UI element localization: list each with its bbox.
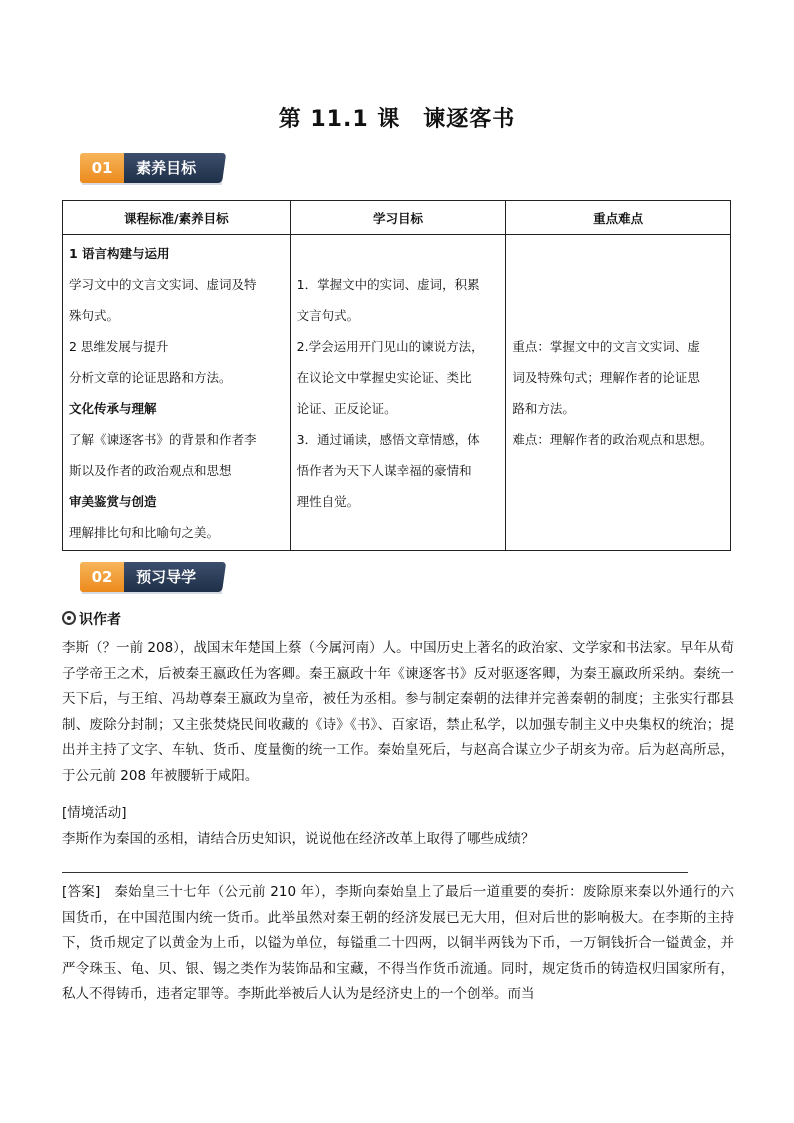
learning-line: 1．掌握文中的实词、虚词，积累 — [296, 276, 480, 292]
keypoints-line: 难点：理解作者的政治观点和思想。 — [512, 431, 713, 447]
learning-line: 论证、正反论证。 — [296, 400, 397, 416]
standards-cell — [63, 235, 291, 551]
col-header-learning: 学习目标 — [290, 201, 506, 235]
answer-paragraph: [答案] 秦始皇三十七年（公元前 210 年），李斯向秦始皇上了最后一道重要的奏折：废除原来秦以外通行的六国货币，在中国范围内统一货币。此举虽然对秦王朝的经济发展已无大用，但对后世的影响极大。在李斯的主持下，货币规定了以黄金为上币，以镒为单位，每镒重二十四两，以铜半两钱为下币，一万铜钱折合一镒黄金，并严令珠玉、龟、贝、银、锡之类作为装饰品和宝藏，不得当作货币流通。同时，规定货币的铸造权归国家所有，私人不得铸币，违者定罪等。李斯此举被后人认为是经济史上的一个创举。而当 — [62, 884, 734, 1002]
section-number: 02 — [80, 562, 124, 592]
learning-line: 理性自觉。 — [296, 493, 360, 509]
author-heading — [62, 609, 121, 629]
learning-line: 文言句式。 — [296, 307, 360, 323]
section-number: 01 — [80, 153, 124, 183]
standards-line: 学习文中的文言文实词、虚词及特 — [69, 277, 257, 292]
bullet-icon — [62, 611, 76, 625]
standards-line: 1 语言构建与运用 — [69, 246, 170, 261]
author-heading-text: 识作者 — [79, 612, 121, 628]
standards-line: 斯以及作者的政治观点和思想 — [69, 463, 232, 478]
keypoints-line: 路和方法。 — [512, 400, 575, 416]
goals-table — [62, 200, 731, 551]
standards-line: 理解排比句和比喻句之美。 — [69, 525, 220, 540]
section-badge-preview — [80, 562, 224, 594]
learning-line: 2.学会运用开门见山的谏说方法， — [296, 338, 484, 354]
learning-line: 3．通过诵读，感悟文章情感，体 — [296, 431, 480, 447]
col-header-standards: 课程标准/素养目标 — [63, 201, 291, 235]
keypoints-line: 重点：掌握文中的文言文实词、虚 — [512, 338, 700, 354]
activity-question: 李斯作为秦国的丞相，请结合历史知识，说说他在经济改革上取得了哪些成绩？ — [62, 831, 535, 847]
activity-label: [情境活动] — [62, 805, 127, 821]
page-title: 第 11.1 课 谏逐客书 — [278, 107, 516, 132]
author-paragraph: 李斯（？一前 208），战国末年楚国上蔡（今属河南）人。中国历史上著名的政治家、文学家和书法家。早年从荀子学帝王之术，后被秦王嬴政任为客卿。秦王嬴政十年《谏逐客书》反对驱逐客卿，为秦王嬴政所采纳。秦统一天下后，与王绾、冯劫尊秦王嬴政为皇帝，被任为丞相。参与制定秦朝的法律并完善秦朝的制度；主张实行郡县制、废除分封制；又主张焚烧民间收藏的《诗》《书》、百家语，禁止私学，以加强专制主义中央集权的统治；提出并主持了文字、车轨、货币、度量衡的统一工作。秦始皇死后，与赵高合谋立少子胡亥为帝。后为赵高所忌，于公元前 208 年被腰斩于咸阳。 — [62, 640, 734, 784]
standards-line: 分析文章的论证思路和方法。 — [69, 370, 232, 385]
section-badge-goals — [80, 153, 224, 185]
standards-line: 殊句式。 — [69, 308, 120, 323]
standards-line: 文化传承与理解 — [69, 401, 157, 416]
divider — [62, 872, 688, 873]
learning-cell — [290, 235, 506, 551]
col-header-keypoints: 重点难点 — [506, 201, 731, 235]
keypoints-line: 词及特殊句式；理解作者的论证思 — [512, 369, 700, 385]
standards-line: 了解《谏逐客书》的背景和作者李 — [69, 432, 257, 447]
keypoints-cell — [506, 235, 731, 551]
standards-line: 审美鉴赏与创造 — [69, 494, 157, 509]
learning-line: 在议论文中掌握史实论证、类比 — [296, 369, 472, 385]
learning-line: 悟作者为天下人谋幸福的豪情和 — [296, 462, 472, 478]
section-label: 素养目标 — [120, 153, 226, 183]
section-label: 预习导学 — [120, 562, 226, 592]
standards-line: 2 思维发展与提升 — [69, 339, 169, 354]
